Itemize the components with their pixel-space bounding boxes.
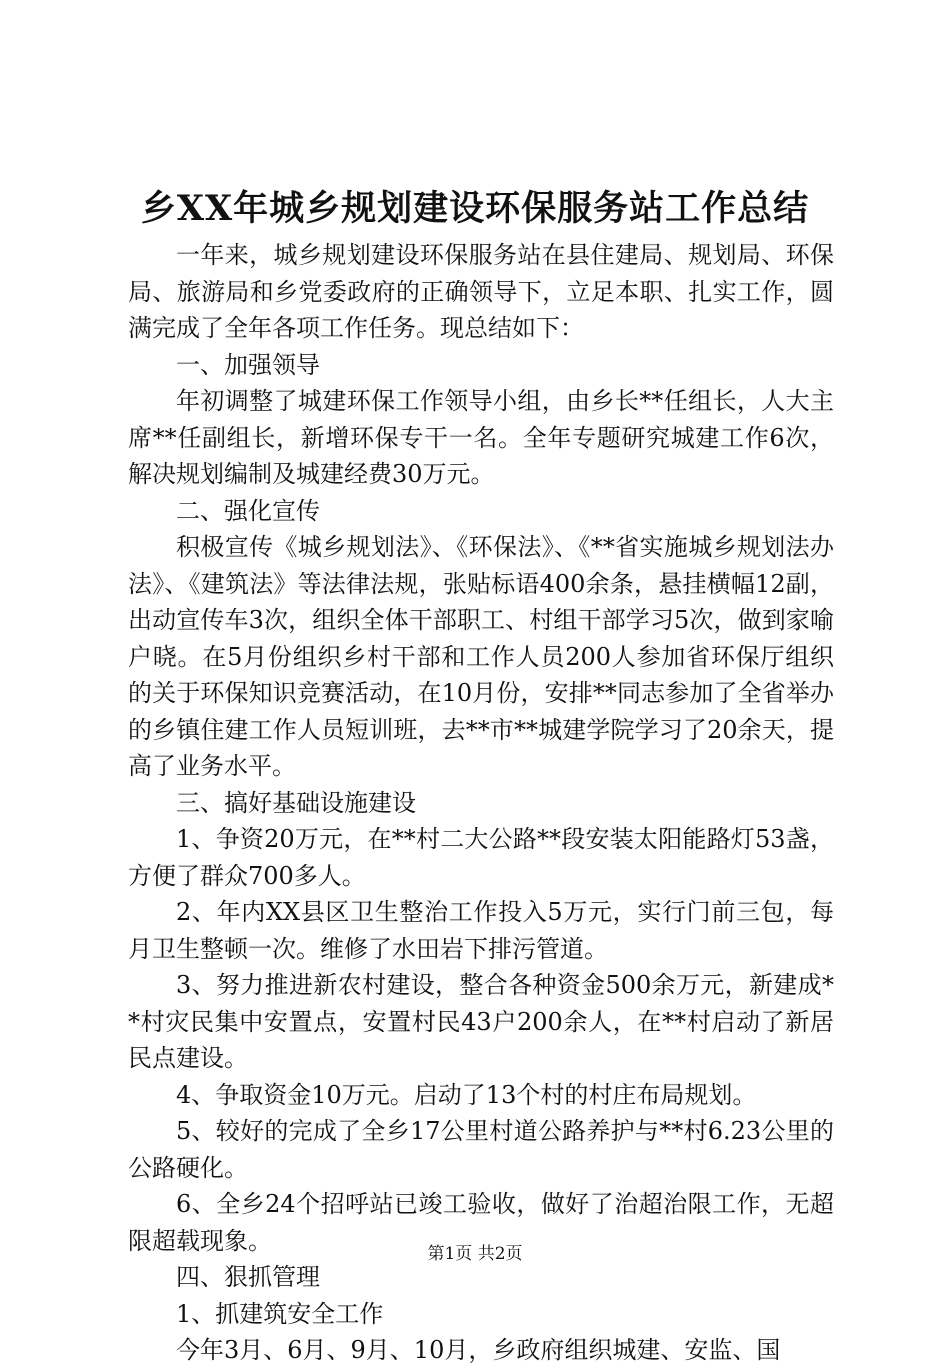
list-item: 2、年内XX县区卫生整治工作投入5万元，实行门前三包，每月卫生整顿一次。维修了水田岩下排污管道。 — [128, 898, 834, 963]
list-item: 5、较好的完成了全乡17公里村道公路养护与**村6.23公里的公路硬化。 — [128, 1117, 834, 1182]
subsection-heading: 1、抓建筑安全工作 — [176, 1299, 384, 1328]
section-heading-3: 三、搞好基础设施建设 — [176, 788, 416, 817]
list-item: 4、争取资金10万元。启动了13个村的村庄布局规划。 — [176, 1080, 757, 1109]
section-heading-2: 二、强化宣传 — [176, 496, 320, 525]
page-number: 第1页 — [427, 1244, 473, 1264]
paragraph-publicity: 积极宣传《城乡规划法》、《环保法》、《**省实施城乡规划法办法》、《建筑法》等法律法规，张贴标语400余条，悬挂横幅12副，出动宣传车3次，组织全体干部职工、村组干部学习5次，做到家喻户晓。在5月份组织乡村干部和工作人员200人参加省环保厅组织的关于环保知识竞赛活动，在10月份，安排**同志参加了全省举办的乡镇住建工作人员短训班，去**市**城建学院学习了20余天，提高了业务水平。 — [128, 533, 834, 780]
paragraph-intro: 一年来，城乡规划建设环保服务站在县住建局、规划局、环保局、旅游局和乡党委政府的正确领导下，立足本职、扎实工作，圆满完成了全年各项工作任务。现总结如下： — [128, 241, 834, 342]
page-footer — [0, 1242, 950, 1266]
section-heading-4: 四、狠抓管理 — [176, 1263, 320, 1291]
page-total: 共2页 — [477, 1244, 523, 1264]
paragraph-leadership: 年初调整了城建环保工作领导小组，由乡长**任组长，人大主席**任副组长，新增环保专干一名。全年专题研究城建工作6次，解决规划编制及城建经费30万元。 — [128, 387, 834, 488]
list-item: 3、努力推进新农村建设，整合各种资金500余万元，新建成**村灾民集中安置点，安置村民43户200余人，在**村启动了新居民点建设。 — [128, 971, 834, 1072]
document-body — [128, 237, 834, 1369]
list-item: 1、争资20万元，在**村二大公路**段安装太阳能路灯53盏，方便了群众700多人。 — [128, 825, 834, 890]
section-heading-1: 一、加强领导 — [176, 350, 320, 379]
document-title: 乡XX年城乡规划建设环保服务站工作总结 — [140, 188, 810, 229]
paragraph-safety: 今年3月、6月、9月、10月，乡政府组织城建、安监、国 — [176, 1336, 781, 1364]
list-item: 6、全乡24个招呼站已竣工验收，做好了治超治限工作，无超限超载现象。 — [128, 1190, 834, 1255]
